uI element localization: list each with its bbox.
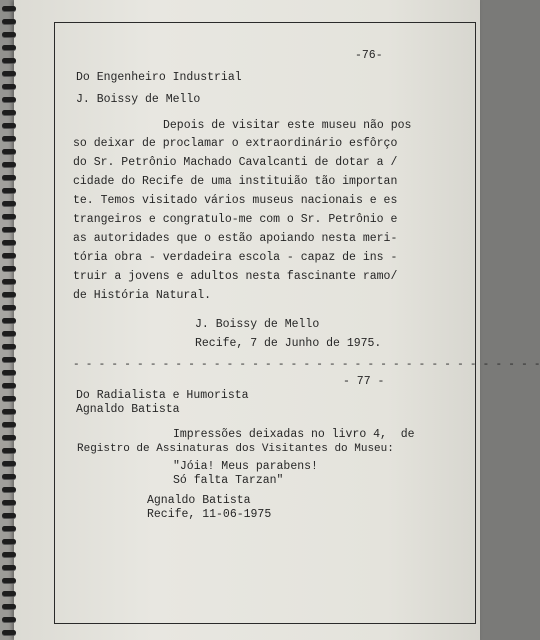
separator-line: - - - - - - - - - - - - - - - - - - - - - - - - - - - - - - - - - - - - - (73, 359, 540, 371)
signature: Agnaldo Batista (147, 494, 251, 507)
binding-coil (2, 539, 16, 544)
sender-title: Do Engenheiro Industrial (76, 71, 242, 84)
binding-coil (2, 305, 16, 310)
binding-coil (2, 370, 16, 375)
binding-coil (2, 617, 16, 622)
body-line: so deixar de proclamar o extraordinário esfôrço (73, 137, 398, 150)
binding-coil (2, 110, 16, 115)
sender-name: J. Boissy de Mello (76, 93, 201, 106)
date-line: Recife, 11-06-1975 (147, 508, 272, 521)
binding-coil (2, 32, 16, 37)
quote-line: Só falta Tarzan" (173, 474, 284, 487)
binding-coil (2, 409, 16, 414)
intro-line: Registro de Assinaturas dos Visitantes do Museu: (77, 443, 394, 455)
body-line: do Sr. Petrônio Machado Cavalcanti de dotar a / (73, 156, 398, 169)
body-line: Depois de visitar este museu não pos (163, 119, 412, 132)
binding-coil (2, 591, 16, 596)
binding-coil (2, 253, 16, 258)
body-line: trangeiros e congratulo-me com o Sr. Petrônio e (73, 213, 398, 226)
sender-title: Do Radialista e Humorista (76, 389, 249, 402)
binding-coil (2, 227, 16, 232)
body-line: cidade do Recife de uma instituião tão importan (73, 175, 398, 188)
typewritten-page (14, 0, 540, 640)
quote-line: "Jóia! Meus parabens! (173, 460, 318, 473)
binding-coil (2, 526, 16, 531)
page-number: - 77 - (343, 375, 385, 388)
binding-coil (2, 578, 16, 583)
binding-coil (2, 175, 16, 180)
page-border (54, 22, 540, 624)
body-line: de História Natural. (73, 289, 212, 302)
binding-coil (2, 318, 16, 323)
binding-coil (2, 240, 16, 245)
binding-coil (2, 19, 16, 24)
spiral-binding (0, 0, 18, 640)
binding-coil (2, 136, 16, 141)
binding-coil (2, 188, 16, 193)
binding-coil (2, 357, 16, 362)
binding-coil (2, 513, 16, 518)
body-line: te. Temos visitado vários museus nacionais e es (73, 194, 398, 207)
binding-coil (2, 214, 16, 219)
binding-coil (2, 6, 16, 11)
binding-coil (2, 604, 16, 609)
binding-coil (2, 461, 16, 466)
binding-coil (2, 292, 16, 297)
binding-coil (2, 58, 16, 63)
binding-coil (2, 201, 16, 206)
binding-coil (2, 435, 16, 440)
binding-coil (2, 149, 16, 154)
binding-coil (2, 487, 16, 492)
binding-coil (2, 162, 16, 167)
binding-coil (2, 552, 16, 557)
sender-name: Agnaldo Batista (76, 403, 180, 416)
body-line: truir a jovens e adultos nesta fascinante ramo/ (73, 270, 398, 283)
binding-coil (2, 279, 16, 284)
binding-coil (2, 97, 16, 102)
intro-line: Impressões deixadas no livro 4, de (173, 428, 415, 441)
binding-coil (2, 344, 16, 349)
body-line: tória obra - verdadeira escola - capaz de ins - (73, 251, 398, 264)
signature: J. Boissy de Mello (195, 318, 320, 331)
binding-coil (2, 266, 16, 271)
binding-coil (2, 500, 16, 505)
binding-coil (2, 565, 16, 570)
binding-coil (2, 396, 16, 401)
binding-coil (2, 422, 16, 427)
binding-coil (2, 383, 16, 388)
binding-coil (2, 123, 16, 128)
page-number: -76- (355, 49, 383, 62)
binding-coil (2, 331, 16, 336)
binding-coil (2, 84, 16, 89)
binding-coil (2, 45, 16, 50)
body-line: as autoridades que o estão apoiando nesta meri- (73, 232, 398, 245)
binding-coil (2, 474, 16, 479)
binding-coil (2, 630, 16, 635)
binding-coil (2, 448, 16, 453)
binding-coil (2, 71, 16, 76)
date-line: Recife, 7 de Junho de 1975. (195, 337, 382, 350)
